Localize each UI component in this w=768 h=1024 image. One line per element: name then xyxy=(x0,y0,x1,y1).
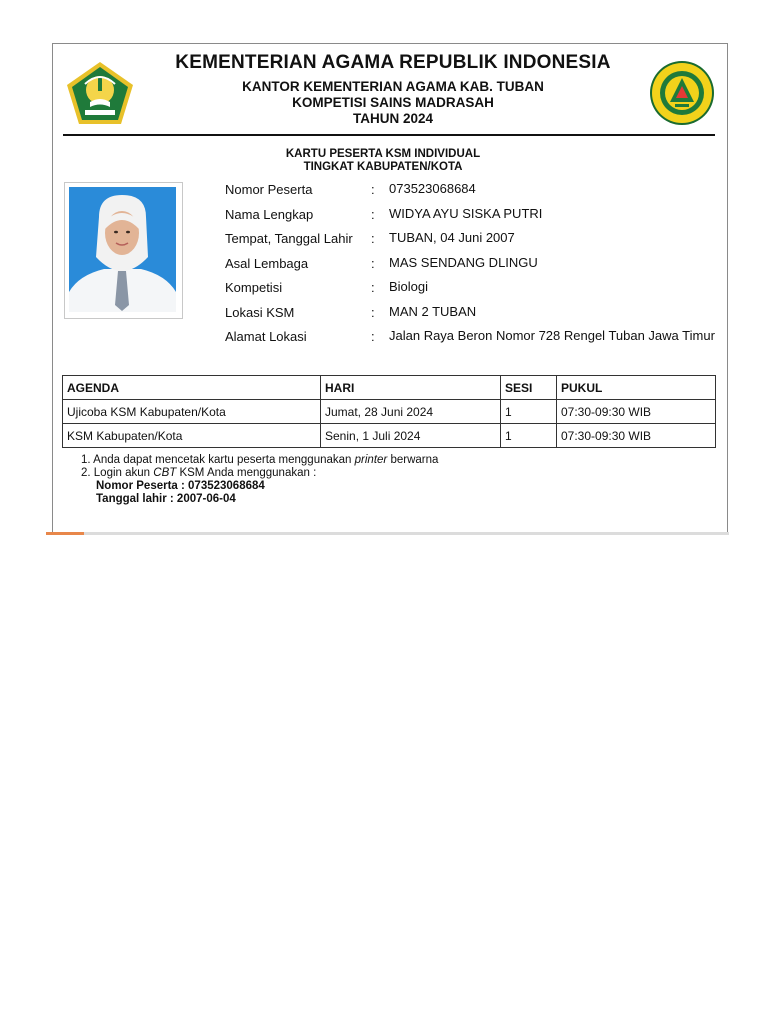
table-cell: 07:30-09:30 WIB xyxy=(557,400,716,424)
field-tempat-tanggal-lahir xyxy=(225,231,725,256)
field-colon: : xyxy=(371,329,375,344)
field-asal-lembaga xyxy=(225,256,725,281)
field-value: TUBAN, 04 Juni 2007 xyxy=(389,230,515,245)
card-shadow-edge xyxy=(46,532,729,535)
agenda-table xyxy=(62,375,716,448)
login-nomor-peserta: Nomor Peserta : 073523068684 xyxy=(96,480,265,492)
instruction-emphasis: CBT xyxy=(153,467,177,479)
card-title-line1: KARTU PESERTA KSM INDIVIDUAL xyxy=(285,148,481,160)
table-cell: 1 xyxy=(501,400,557,424)
field-label: Kompetisi xyxy=(225,280,283,295)
field-alamat-lokasi xyxy=(225,329,725,354)
participant-portrait-icon xyxy=(69,187,176,312)
table-cell: Ujicoba KSM Kabupaten/Kota xyxy=(63,400,321,424)
field-value: MAS SENDANG DLINGU xyxy=(389,254,538,270)
field-label: Lokasi KSM xyxy=(225,304,295,320)
field-label: Nomor Peserta xyxy=(225,182,313,197)
table-row xyxy=(63,400,716,424)
field-colon: : xyxy=(371,182,375,197)
ksm-seal-icon xyxy=(649,60,715,126)
column-header: AGENDA xyxy=(63,376,321,400)
competition-name: KOMPETISI SAINS MADRASAH xyxy=(292,95,494,110)
participant-card xyxy=(52,43,728,533)
kemenag-emblem-icon xyxy=(65,60,135,126)
card-title-line2: TINGKAT KABUPATEN/KOTA xyxy=(303,161,463,173)
field-nama-lengkap xyxy=(225,207,725,232)
field-colon: : xyxy=(371,255,375,271)
table-cell: 07:30-09:30 WIB xyxy=(557,424,716,448)
shadow-accent xyxy=(46,532,84,535)
instructions xyxy=(81,454,438,506)
field-label: Alamat Lokasi xyxy=(225,329,307,344)
field-lokasi-ksm xyxy=(225,305,725,330)
office-name: KANTOR KEMENTERIAN AGAMA KAB. TUBAN xyxy=(242,79,544,94)
instruction-print xyxy=(81,454,438,467)
instruction-text: berwarna xyxy=(387,454,439,466)
ministry-name: KEMENTERIAN AGAMA REPUBLIK INDONESIA xyxy=(175,52,611,73)
table-cell: Senin, 1 Juli 2024 xyxy=(321,424,501,448)
field-label: Nama Lengkap xyxy=(225,206,314,222)
field-value: Biologi xyxy=(389,279,429,294)
field-value: MAN 2 TUBAN xyxy=(389,303,477,319)
participant-photo xyxy=(69,187,176,312)
instruction-emphasis: printer xyxy=(354,454,388,466)
competition-year: TAHUN 2024 xyxy=(352,111,434,126)
table-cell: KSM Kabupaten/Kota xyxy=(63,424,321,448)
field-colon: : xyxy=(371,280,375,295)
instruction-text: KSM Anda menggunakan : xyxy=(176,467,317,479)
column-header: HARI xyxy=(321,376,501,400)
field-colon: : xyxy=(371,206,375,222)
table-cell: Jumat, 28 Juni 2024 xyxy=(321,400,501,424)
header-divider xyxy=(63,134,715,136)
instruction-text: 1. Anda dapat mencetak kartu peserta menggunakan xyxy=(81,454,355,466)
table-cell: 1 xyxy=(501,424,557,448)
field-colon: : xyxy=(371,231,375,246)
field-label: Tempat, Tanggal Lahir xyxy=(225,231,353,246)
column-header: SESI xyxy=(501,376,557,400)
field-value: WIDYA AYU SISKA PUTRI xyxy=(389,205,543,221)
table-header-row xyxy=(63,376,716,400)
field-nomor-peserta xyxy=(225,182,725,207)
field-label: Asal Lembaga xyxy=(225,255,309,271)
field-kompetisi xyxy=(225,280,725,305)
login-tanggal-lahir: Tanggal lahir : 2007-06-04 xyxy=(96,493,236,505)
card-title xyxy=(213,148,553,174)
letterhead xyxy=(143,52,643,126)
field-colon: : xyxy=(371,304,375,320)
participant-details xyxy=(225,182,725,354)
instruction-text: 2. Login akun xyxy=(81,467,154,479)
instruction-login xyxy=(81,467,438,480)
field-value: 073523068684 xyxy=(389,181,476,196)
column-header: PUKUL xyxy=(557,376,716,400)
field-value: Jalan Raya Beron Nomor 728 Rengel Tuban Jawa Timur xyxy=(389,328,715,343)
participant-photo-frame xyxy=(64,182,183,319)
table-row xyxy=(63,424,716,448)
